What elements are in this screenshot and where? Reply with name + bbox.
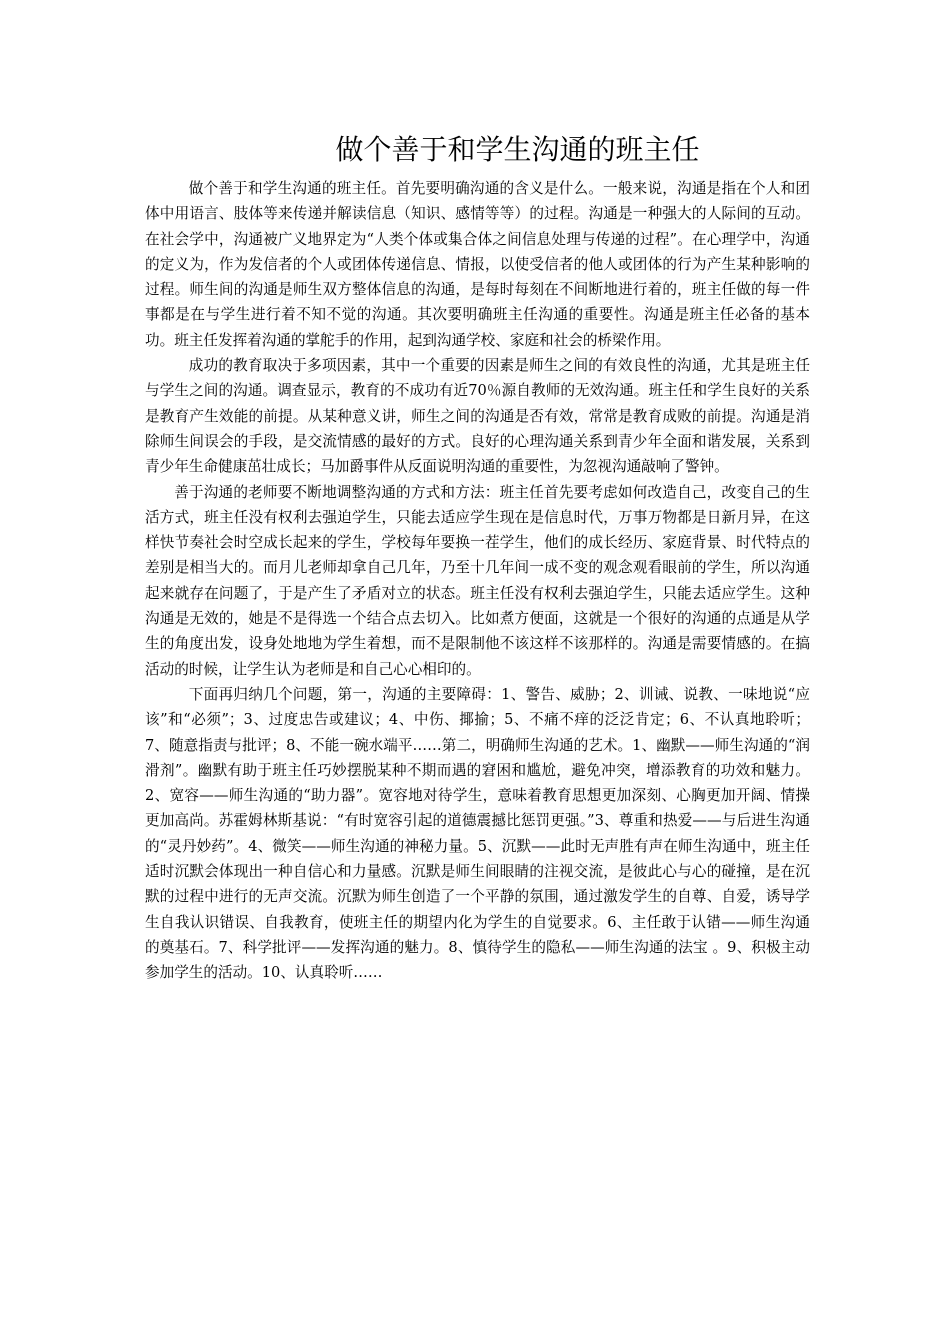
paragraph-2: 成功的教育取决于多项因素，其中一个重要的因素是师生之间的有效良性的沟通，尤其是班主任与学生之间的沟通。调查显示，教育的不成功有近70％源自教师的无效沟通。班主任和学生良好的关系是教育产生效能的前提。从某种意义讲，师生之间的沟通是否有效，常常是教育成败的前提。沟通是消除师生间误会的手段，是交流情感的最好的方式。良好的心理沟通关系到青少年全面和谐发展，关系到青少年生命健康茁壮成长；马加爵事件从反面说明沟通的重要性，为忽视沟通敲响了警钟。 bbox=[145, 357, 810, 476]
paragraph-4: 下面再归纳几个问题，第一，沟通的主要障碍：1、警告、威胁；2、训诫、说教、一味地说“应该”和“必须”；3、过度忠告或建议；4、中伤、揶揄；5、不痛不痒的泛泛肯定；6、不认真地聆听；7、随意指责与批评；8、不能一碗水端平……第二，明确师生沟通的艺术。1、幽默——师生沟通的“润滑剂”。幽默有助于班主任巧妙摆脱某种不期而遇的窘困和尴尬，避免冲突，增添教育的功效和魅力。2、宽容——师生沟通的“助力器”。宽容地对待学生，意味着教育思想更加深刻、心胸更加开阔、情操更加高尚。苏霍姆林斯基说：“有时宽容引起的道德震撼比惩罚更强。”3、尊重和热爱——与后进生沟通的“灵丹妙药”。4、微笑——师生沟通的神秘力量。5、沉默——此时无声胜有声在师生沟通中，班主任适时沉默会体现出一种自信心和力量感。沉默是师生间眼睛的注视交流，是彼此心与心的碰撞，是在沉默的过程中进行的无声交流。沉默为师生创造了一个平静的氛围，通过激发学生的自尊、自爱，诱导学生自我认识错误、自我教育，使班主任的期望内化为学生的自觉要求。6、主任敢于认错——师生沟通的奠基石。7、科学批评——发挥沟通的魅力。8、慎待学生的隐私——师生沟通的法宝 。9、积极主动参加学生的活动。10、认真聆听…… bbox=[145, 685, 810, 982]
paragraph-1: 做个善于和学生沟通的班主任。首先要明确沟通的含义是什么。一般来说，沟通是指在个人和团体中用语言、肢体等来传递并解读信息（知识、感情等等）的过程。沟通是一种强大的人际间的互动。在社会学中，沟通被广义地界定为“人类个体或集合体之间信息处理与传递的过程”。在心理学中，沟通的定义为，作为发信者的个人或团体传递信息、情报，以使受信者的他人或团体的行为产生某种影响的过程。师生间的沟通是师生双方整体信息的沟通，是每时每刻在不间断地进行着的，班主任做的每一件事都是在与学生进行着不知不觉的沟通。其次要明确班主任沟通的重要性。沟通是班主任必备的基本功。班主任发挥着沟通的掌舵手的作用，起到沟通学校、家庭和社会的桥梁作用。 bbox=[145, 180, 810, 349]
paragraph-3: 善于沟通的老师要不断地调整沟通的方式和方法：班主任首先要考虑如何改造自己，改变自己的生活方式，班主任没有权利去强迫学生，只能去适应学生现在是信息时代，万事万物都是日新月异，在这样快节奏社会时空成长起来的学生，学校每年要换一茬学生，他们的成长经历、家庭背景、时代特点的差别是相当大的。而月儿老师却拿自己几年，乃至十几年间一成不变的观念观看眼前的学生，所以沟通起来就存在问题了，于是产生了矛盾对立的状态。班主任没有权利去强迫学生，只能去适应学生。这种沟通是无效的，她是不是得选一个结合点去切入。比如煮方便面，这就是一个很好的沟通的点通是从学生的角度出发，设身处地地为学生着想，而不是限制他不该这样不该那样的。沟通是需要情感的。在搞活动的时候，让学生认为老师是和自己心心相印的。 bbox=[145, 483, 810, 678]
document-title: 做个善于和学生沟通的班主任 bbox=[335, 133, 700, 166]
document-body bbox=[145, 176, 810, 986]
